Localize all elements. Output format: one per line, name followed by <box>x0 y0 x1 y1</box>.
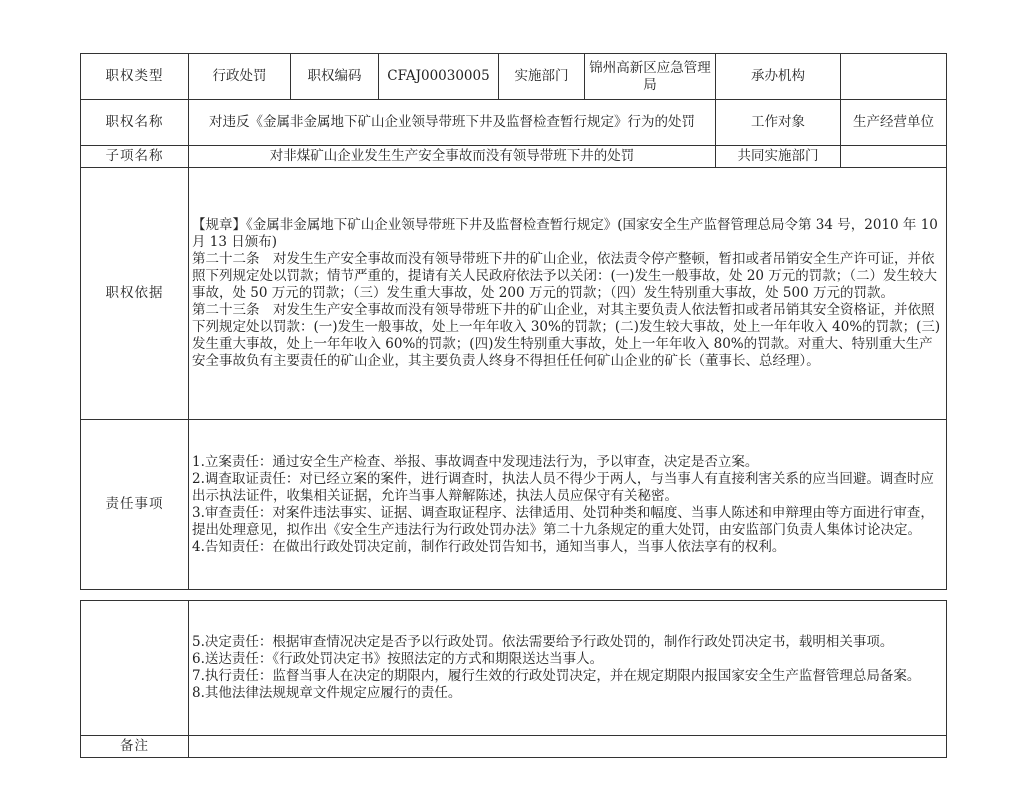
duty-item: 4.告知责任：在做出行政处罚决定前，制作行政处罚告知书，通知当事人，当事人依法享有的权利。 <box>192 538 786 555</box>
joint-value <box>841 146 947 168</box>
sub-label: 子项名称 <box>81 146 189 168</box>
basis-paragraph: 第二十三条 对发生生产安全事故而没有领导带班下井的矿山企业，对其主要负责人依法暂扣或者吊销其安全资格证，并依照下列规定处以罚款：(一)发生一般事故，处上一年年收入 30%的罚款；(二)发生较大事故，处上一年年收入 40%的罚款；(三)发生重大事故，处上一年年收入 60%的罚款；(四)发生特别重大事故，处上一年年收入 80%的罚款。对重大、特别重大生产安全事故负有主要责任的矿山企业，其主要负责人终身不得担任任何矿山企业的矿长（董事长、总经理）。 <box>192 302 941 369</box>
name-value: 对违反《金属非金属地下矿山企业领导带班下井及监督检查暂行规定》行为的处罚 <box>189 100 716 146</box>
basis-label: 职权依据 <box>81 168 189 420</box>
org-label: 承办机构 <box>716 54 841 100</box>
duty-item: 8.其他法律法规规章文件规定应履行的责任。 <box>192 685 462 701</box>
dept-value: 锦州高新区应急管理局 <box>585 54 716 100</box>
basis-text <box>189 168 947 420</box>
joint-label: 共同实施部门 <box>716 146 841 168</box>
target-label: 工作对象 <box>716 100 841 146</box>
type-value: 行政处罚 <box>189 54 291 100</box>
duty-item: 7.执行责任：监督当事人在决定的期限内，履行生效的行政处罚决定，并在规定期限内报国家安全生产监督管理总局备案。 <box>192 668 921 684</box>
duty-item: 6.送达责任：《行政处罚决定书》按照法定的方式和期限送达当事人。 <box>192 651 604 667</box>
duties-label: 责任事项 <box>81 420 189 590</box>
target-value: 生产经营单位 <box>841 100 947 146</box>
basis-paragraph: 【规章】《金属非金属地下矿山企业领导带班下井及监督检查暂行规定》(国家安全生产监督管理总局令第 34 号，2010 年 10 月 13 日颁布) <box>192 217 938 250</box>
authority-table <box>80 53 947 590</box>
remarks-value <box>189 736 947 758</box>
org-value <box>841 54 947 100</box>
duty-item: 5.决定责任：根据审查情况决定是否予以行政处罚。依法需要给予行政处罚的，制作行政处罚决定书，载明相关事项。 <box>192 634 894 650</box>
duties-continued-label <box>81 601 189 736</box>
authority-table-continued <box>80 600 947 758</box>
code-value: CFAJ00030005 <box>379 54 499 100</box>
sub-value: 对非煤矿山企业发生生产安全事故而没有领导带班下井的处罚 <box>189 146 716 168</box>
basis-paragraph: 第二十二条 对发生生产安全事故而没有领导带班下井的矿山企业，依法责令停产整顿，暂扣或者吊销安全生产许可证，并依照下列规定处以罚款；情节严重的，提请有关人民政府依法予以关闭：(一)发生一般事故，处 20 万元的罚款；（二）发生较大事故，处 50 万元的罚款；（三）发生重大事故，处 200 万元的罚款；（四）发生特别重大事故，处 500 万元的罚款。 <box>192 251 938 301</box>
duty-item: 3.审查责任：对案件违法事实、证据、调查取证程序、法律适用、处罚种类和幅度、当事人陈述和申辩理由等方面进行审查，提出处理意见，拟作出《安全生产违法行为行政处罚办法》第二十九条规定的重大处罚，由安监部门负责人集体讨论决定。 <box>192 504 934 538</box>
dept-label: 实施部门 <box>499 54 585 100</box>
code-label: 职权编码 <box>291 54 379 100</box>
type-label: 职权类型 <box>81 54 189 100</box>
duties-text <box>189 420 947 590</box>
remarks-label: 备注 <box>81 736 189 758</box>
duties-continued-text <box>189 601 947 736</box>
duty-item: 1.立案责任：通过安全生产检查、举报、事故调查中发现违法行为，予以审查，决定是否立案。 <box>192 453 759 470</box>
duty-item: 2.调查取证责任：对已经立案的案件，进行调查时，执法人员不得少于两人，与当事人有直接利害关系的应当回避。调查时应出示执法证件，收集相关证据，允许当事人辩解陈述，执法人员应保守有关秘密。 <box>192 470 934 504</box>
name-label: 职权名称 <box>81 100 189 146</box>
